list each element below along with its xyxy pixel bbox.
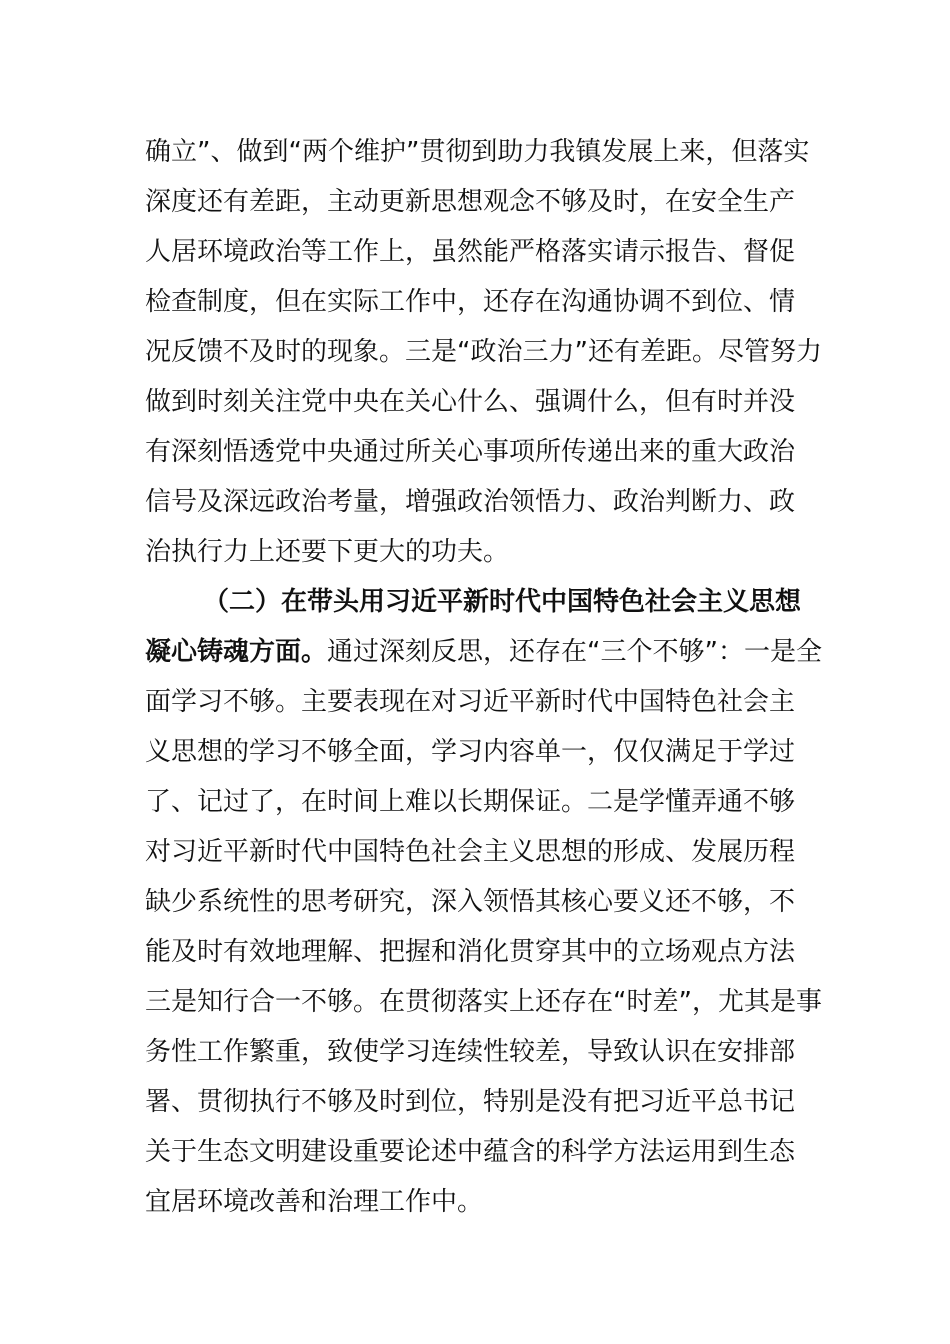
text-line: 宜居环境改善和治理工作中。 — [145, 1187, 484, 1217]
text-line: 署、贯彻执行不够及时到位，特别是没有把习近平总书记 — [145, 1087, 796, 1117]
text-line: 检查制度，但在实际工作中，还存在沟通协调不到位、情 — [145, 287, 796, 317]
section-heading-continuation — [145, 627, 822, 677]
text-line: 了、记过了，在时间上难以长期保证。二是学懂弄通不够 — [145, 787, 796, 817]
text-line: 深度还有差距，主动更新思想观念不够及时，在安全生产 — [145, 187, 796, 217]
text-line: 义思想的学习不够全面，学习内容单一，仅仅满足于学过 — [145, 737, 796, 767]
text-line: 能及时有效地理解、把握和消化贯穿其中的立场观点方法 — [145, 937, 796, 967]
section-heading: （二）在带头用习近平新时代中国特色社会主义思想 — [203, 587, 802, 617]
text-line: 务性工作繁重，致使学习连续性较差，导致认识在安排部 — [145, 1037, 796, 1067]
text-line: 面学习不够。主要表现在对习近平新时代中国特色社会主 — [145, 687, 796, 717]
text-line: 人居环境政治等工作上，虽然能严格落实请示报告、督促 — [145, 237, 796, 267]
text-line: 关于生态文明建设重要论述中蕴含的科学方法运用到生态 — [145, 1137, 796, 1167]
text-line: 有深刻悟透党中央通过所关心事项所传递出来的重大政治 — [145, 437, 796, 467]
section-heading-tail: 凝心铸魂方面。 — [145, 637, 328, 667]
text-line: 况反馈不及时的现象。三是“政治三力”还有差距。尽管努力 — [145, 337, 822, 367]
text-line: 确立”、做到“两个维护”贯彻到助力我镇发展上来，但落实 — [145, 137, 810, 167]
text-line: 三是知行合一不够。在贯彻落实上还存在“时差”，尤其是事 — [145, 987, 822, 1017]
document-body — [145, 127, 822, 1227]
section-intro-text: 通过深刻反思，还存在“三个不够”：一是全 — [327, 637, 822, 667]
text-line: 信号及深远政治考量，增强政治领悟力、政治判断力、政 — [145, 487, 796, 517]
text-line: 治执行力上还要下更大的功夫。 — [145, 537, 510, 567]
text-line: 做到时刻关注党中央在关心什么、强调什么，但有时并没 — [145, 387, 796, 417]
text-line: 缺少系统性的思考研究，深入领悟其核心要义还不够，不 — [145, 887, 796, 917]
text-line: 对习近平新时代中国特色社会主义思想的形成、发展历程 — [145, 837, 796, 867]
